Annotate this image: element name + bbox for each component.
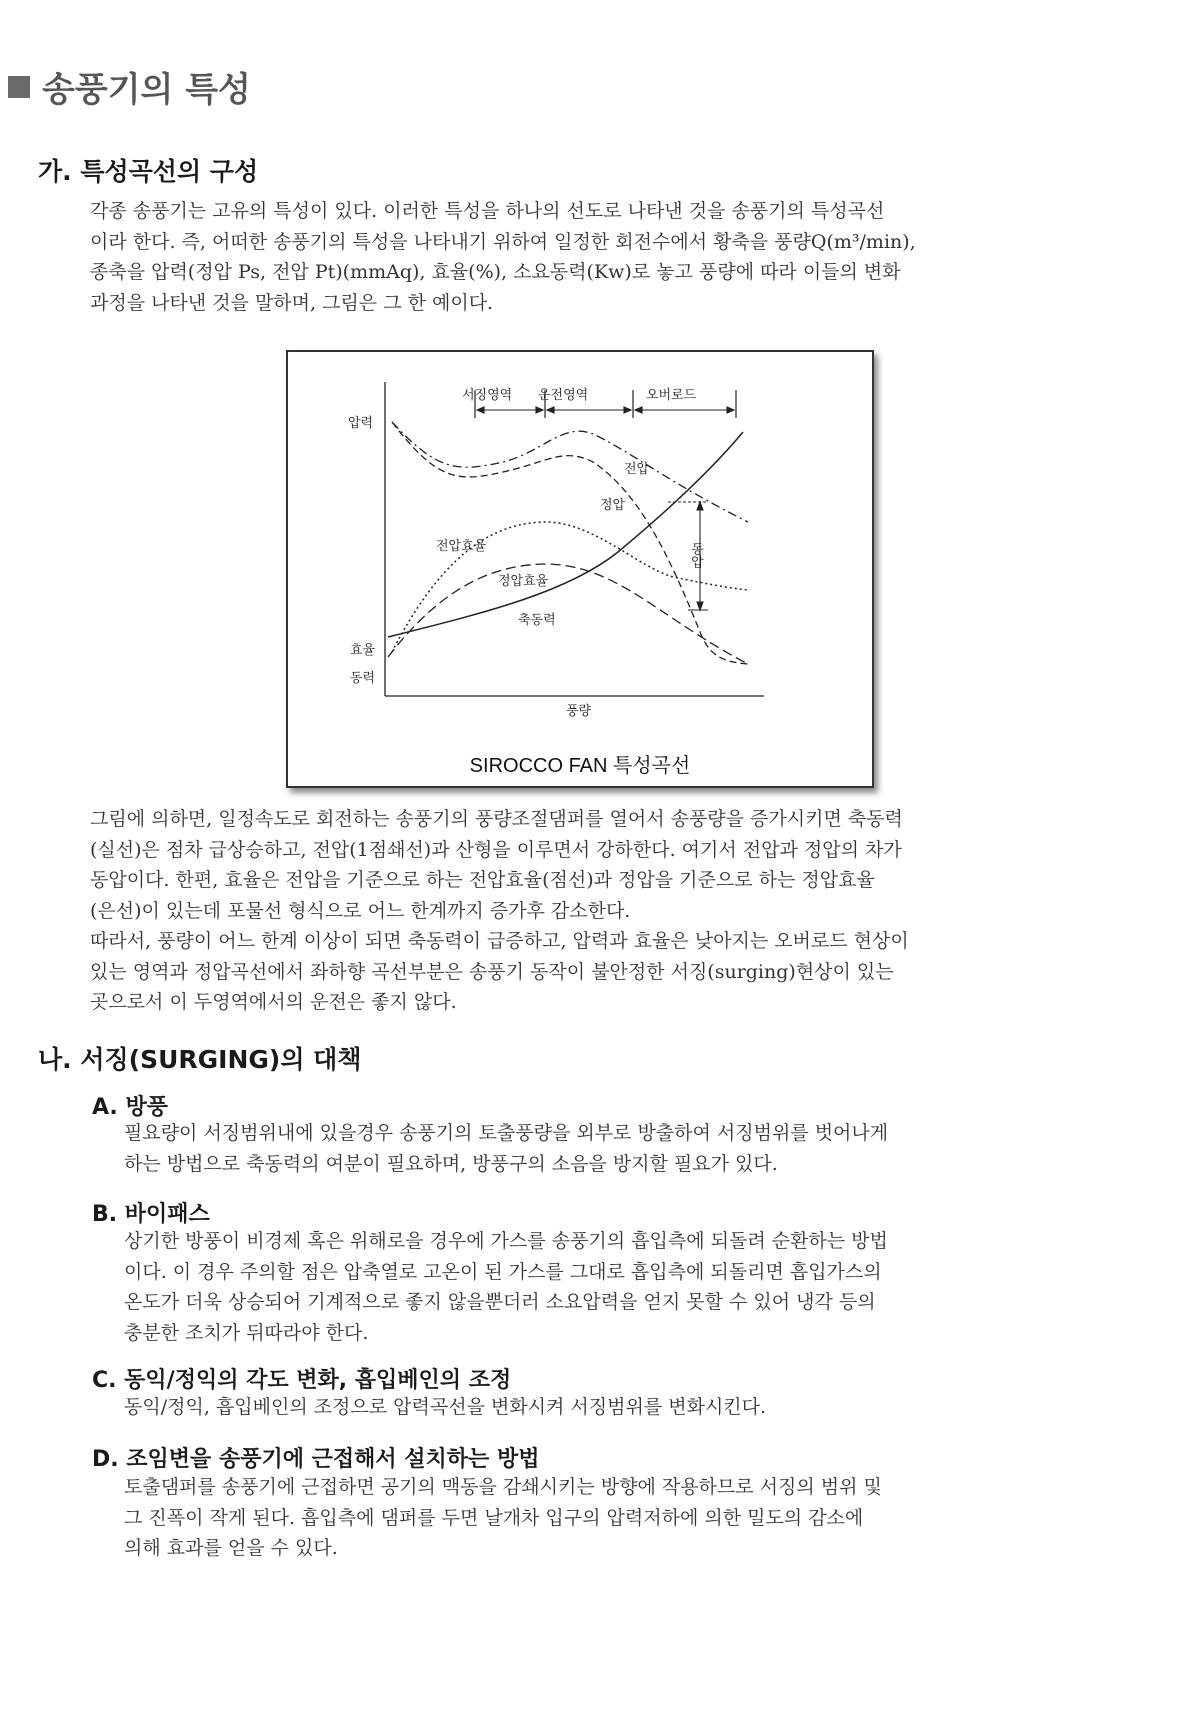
region-label-surging: 서징영역 (462, 388, 513, 403)
x-label-flow: 풍량 (566, 704, 592, 719)
figure-caption: SIROCCO FAN 특성곡선 (469, 755, 691, 777)
item-b-heading: B. 바이패스 (92, 1202, 210, 1227)
section-a-intro (90, 196, 916, 318)
paragraph-line: 동압이다. 한편, 효율은 전압을 기준으로 하는 전압효율(점선)과 정압을 기준으로 하는 정압효율 (90, 869, 875, 891)
item-b-body (124, 1226, 888, 1348)
curve-label-total-efficiency: 전압효율 (436, 539, 487, 554)
paragraph-line: 따라서, 풍량이 어느 한계 이상이 되면 축동력이 급증하고, 압력과 효율은 낮아지는 오버로드 현상이 (90, 930, 909, 952)
page-title-text: 송풍기의 특성 (42, 70, 251, 110)
paragraph-line: (은선)이 있는데 포물선 형식으로 어느 한계까지 증가후 감소한다. (90, 899, 631, 922)
paragraph-line: 토출댐퍼를 송풍기에 근접하면 공기의 맥동을 감쇄시키는 방향에 작용하므로 서징의 범위 및 (124, 1476, 882, 1498)
paragraph-line: 종축을 압력(정압 Ps, 전압 Pt)(mmAq), 효율(%), 소요동력(Kw)로 놓고 풍량에 따라 이들의 변화 (90, 261, 901, 283)
paragraph-line: 곳으로서 이 두영역에서의 운전은 좋지 않다. (90, 991, 457, 1013)
paragraph-line: 그림에 의하면, 일정속도로 회전하는 송풍기의 풍량조절댐퍼를 열어서 송풍량을 증가시키면 축동력 (90, 808, 903, 830)
item-d-body (124, 1472, 882, 1564)
paragraph-line: 과정을 나타낸 것을 말하며, 그림은 그 한 예이다. (90, 291, 494, 314)
paragraph-line: 그 진폭이 작게 된다. 흡입측에 댐퍼를 두면 날개차 입구의 압력저하에 의한 밀도의 감소에 (124, 1506, 864, 1529)
paragraph-line: 충분한 조치가 뒤따라야 한다. (124, 1321, 369, 1344)
total-pressure-curve (392, 422, 748, 522)
paragraph-line: 동익/정익, 흡입베인의 조정으로 압력곡선을 변화시켜 서징범위를 변화시킨다. (124, 1396, 767, 1418)
paragraph-line: 이라 한다. 즉, 어떠한 송풍기의 특성을 나타내기 위하여 일정한 회전수에서 황축을 풍량Q(m³/min), (90, 230, 916, 253)
paragraph-line: 필요량이 서징범위내에 있을경우 송풍기의 토출풍량을 외부로 방출하여 서징범위를 벗어나게 (124, 1122, 889, 1144)
section-a-heading: 가. 특성곡선의 구성 (38, 157, 259, 186)
fan-characteristic-figure (286, 350, 874, 788)
paragraph-line: 있는 영역과 정압곡선에서 좌하향 곡선부분은 송풍기 동작이 불안정한 서징(surging)현상이 있는 (90, 960, 894, 983)
title-bullet-square (8, 76, 30, 98)
characteristic-curve-diagram (288, 352, 872, 786)
section-b-heading: 나. 서징(SURGING)의 대책 (38, 1045, 362, 1074)
static-efficiency-curve (388, 564, 748, 664)
curve-label-static-efficiency: 정압효율 (498, 574, 549, 589)
item-d-heading: D. 조임변을 송풍기에 근접해서 설치하는 방법 (92, 1447, 540, 1472)
paragraph-line: 각종 송풍기는 고유의 특성이 있다. 이러한 특성을 하나의 선도로 나타낸 것을 송풍기의 특성곡선 (90, 200, 885, 222)
curve-label-shaft-power: 축동력 (518, 613, 556, 628)
item-c-body (124, 1392, 766, 1423)
item-c-heading: C. 동익/정익의 각도 변화, 흡입베인의 조정 (92, 1368, 512, 1393)
paragraph-line: 의해 효과를 얻을 수 있다. (124, 1537, 338, 1559)
page-title (8, 62, 251, 111)
paragraph-line: 하는 방법으로 축동력의 여분이 필요하며, 방풍구의 소음을 방지할 필요가 있다. (124, 1152, 778, 1175)
region-label-operating: 운전영역 (538, 388, 589, 403)
paragraph-line: 온도가 더욱 상승되어 기계적으로 좋지 않을뿐더러 소요압력을 얻지 못할 수 있어 냉각 등의 (124, 1291, 876, 1313)
paragraph-line: (실선)은 점차 급상승하고, 전압(1점쇄선)과 산형을 이루면서 강하한다. 여기서 전압과 정압의 차가 (90, 838, 902, 861)
curve-label-dynamic-pressure: 동압 (688, 542, 703, 568)
section-a-explanation (90, 804, 909, 1018)
curve-label-total-pressure: 전압 (624, 462, 650, 477)
curve-label-static-pressure: 정압 (600, 498, 626, 513)
y-label-pressure: 압력 (348, 416, 374, 431)
region-label-overload: 오버로드 (646, 388, 697, 403)
item-a-body (124, 1118, 888, 1179)
y-label-power: 동력 (350, 671, 376, 686)
paragraph-line: 상기한 방풍이 비경제 혹은 위해로을 경우에 가스를 송풍기의 흡입측에 되돌려 순환하는 방법 (124, 1230, 888, 1252)
item-a-heading: A. 방풍 (92, 1095, 168, 1120)
y-label-efficiency: 효율 (350, 643, 376, 658)
paragraph-line: 이다. 이 경우 주의할 점은 압축열로 고온이 된 가스를 그대로 흡입측에 되돌리면 흡입가스의 (124, 1260, 882, 1283)
